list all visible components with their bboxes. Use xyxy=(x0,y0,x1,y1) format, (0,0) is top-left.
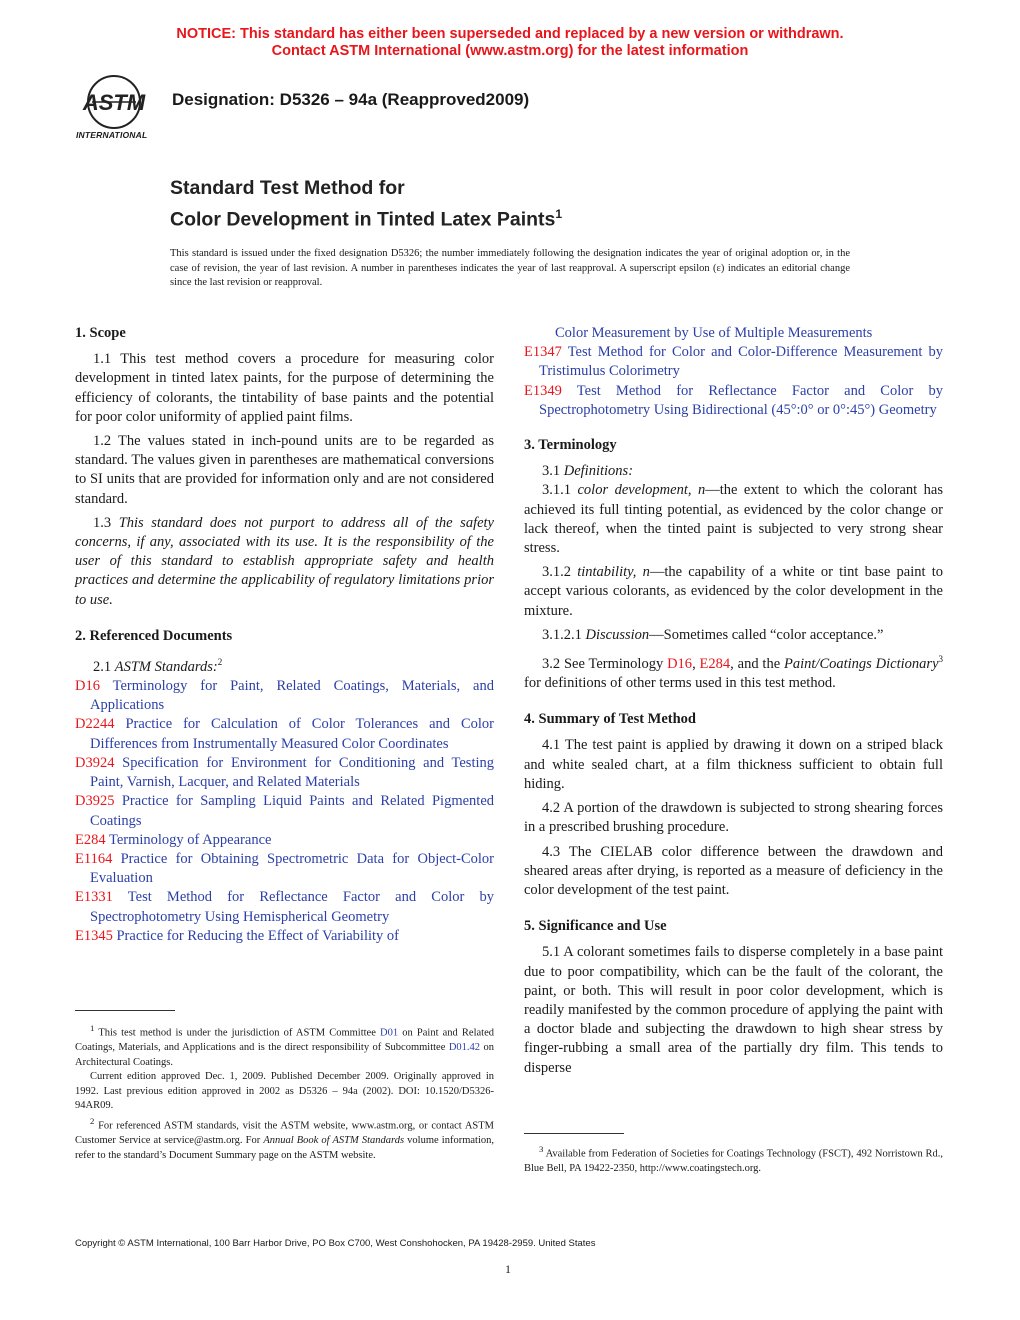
summary-4-3: 4.3 The CIELAB color difference between the drawdown and sheared areas after drying, is reported as a measure of deficiency in the color development of the test paint. xyxy=(524,843,943,898)
reference-title-link[interactable]: Terminology for Paint, Related Coatings, Materials, and Applications xyxy=(90,678,494,714)
reference-title-link[interactable]: Practice for Reducing the Effect of Variability of xyxy=(116,927,400,944)
reference-title-link[interactable]: Practice for Obtaining Spectrometric Data for Object-Color Evaluation xyxy=(90,850,494,887)
d01-42-link[interactable]: D01.42 xyxy=(448,1042,481,1054)
astm-logo xyxy=(74,72,164,142)
reference-item xyxy=(75,754,494,792)
logo-text: ASTM xyxy=(82,90,146,115)
footnote-rule-right xyxy=(524,1133,624,1134)
scope-1-3: 1.3 This standard does not purport to address all of the safety concerns, if any, associated with its use. It is the responsibility of the user of this standard to establish appropriate safety and health practices and determine the applicability of regulatory limitations prior to use. xyxy=(75,514,494,608)
significance-heading: 5. Significance and Use xyxy=(524,918,667,935)
footnote-1: $^1$ This test method is under the jurisdiction of ASTM Committee D01 on Paint and Related Coatings, Materials, and Applications and is the direct responsibility of Subcommittee D01.42 on Architectural Coatings. xyxy=(75,1023,494,1068)
term-3-2: 3.2 See Terminology D16, E284, and the Paint/Coatings Dictionary$^3$ for definitions of other terms used in this test method. xyxy=(524,654,944,692)
reference-title-link[interactable]: Practice for Sampling Liquid Paints and Related Pigmented Coatings xyxy=(90,793,495,829)
reference-title-link[interactable]: Specification for Environment for Conditioning and Testing Paint, Varnish, Lacquer, and Related Materials xyxy=(90,754,494,791)
footnote-rule xyxy=(75,1010,175,1011)
reference-title-link[interactable]: Terminology of Appearance xyxy=(108,831,272,848)
reference-title-link[interactable]: Practice for Calculation of Color Tolerances and Color Differences from Instrumentally Measured Color Coordinates xyxy=(90,716,495,752)
d01-link[interactable]: D01 xyxy=(380,1027,399,1039)
reference-code-link[interactable]: D3924 xyxy=(75,754,115,771)
reference-title-link[interactable]: Test Method for Color and Color-Difference Measurement by Tristimulus Colorimetry xyxy=(539,344,943,380)
notice-line-1: NOTICE: This standard has either been superseded and replaced by a new version or withdrawn. xyxy=(176,26,844,42)
document-title xyxy=(170,175,562,233)
reference-code-link[interactable]: E1349 xyxy=(524,382,562,399)
title-footnote-mark: 1 xyxy=(555,207,563,221)
copyright: Copyright © ASTM International, 100 Barr Harbor Drive, PO Box C700, West Conshohocken, PA 19428-2959. United States xyxy=(75,1238,596,1249)
reference-item xyxy=(75,831,494,850)
reference-code-link[interactable]: D3925 xyxy=(75,793,115,810)
left-column xyxy=(75,324,494,946)
term-3-1-2-1: 3.1.2.1 Discussion—Sometimes called “color acceptance.” xyxy=(542,626,884,643)
reference-item xyxy=(75,927,494,946)
reference-item xyxy=(524,343,943,381)
reference-code-link[interactable]: E1331 xyxy=(75,889,113,906)
notice-line-2: Contact ASTM International (www.astm.org) for the latest information xyxy=(271,43,749,59)
logo-subtitle: INTERNATIONAL xyxy=(76,130,148,140)
significance-5-1: 5.1 A colorant sometimes fails to disperse completely in a base paint due to poor compatibility, which can be the fault of the colorant, the paint, or both. This will result in poor color development, which is readily manifested by the common procedure of applying the paint with a doctor blade and subjecting the drawdown to high shear stress by finger-rubbing a small area of the partially dry film. This tends to disperse xyxy=(524,944,943,1076)
footnotes-right xyxy=(524,1142,943,1177)
terminology-heading: 3. Terminology xyxy=(524,437,617,454)
summary-4-2: 4.2 A portion of the drawdown is subjected to strong shearing forces in a prescribed brushing procedure. xyxy=(524,800,943,836)
reference-code-link[interactable]: D16 xyxy=(75,678,100,695)
reference-title-link[interactable]: Test Method for Reflectance Factor and Color by Spectrophotometry Using Hemispherical Geometry xyxy=(90,889,494,925)
reference-item xyxy=(524,382,943,420)
reference-item xyxy=(75,850,494,888)
reference-item xyxy=(75,792,494,830)
term-3-1-1: 3.1.1 color development, n—the extent to which the colorant has achieved its full tinting potential, as evidenced by the color change or lack thereof, when the tinted paint is subjected to very strong shear stress. xyxy=(524,482,943,557)
footnotes-left xyxy=(75,1021,494,1163)
scope-1-1: 1.1 This test method covers a procedure for measuring color development in tinted latex paints, for the purpose of determining the efficiency of colorants, the tintability of base paints and the potential for poor color uniformity of applied paint films. xyxy=(75,351,494,425)
page-number: 1 xyxy=(505,1262,511,1276)
designation: Designation: D5326 – 94a (Reapproved2009) xyxy=(172,90,530,109)
refdocs-heading: 2. Referenced Documents xyxy=(75,627,233,644)
scope-1-2: 1.2 The values stated in inch-pound units are to be regarded as standard. The values given in parentheses are mathematical conversions to SI units that are provided for information only and are not considered standard. xyxy=(75,433,494,507)
reference-list-continued xyxy=(524,343,943,420)
reference-code-link[interactable]: E284 xyxy=(75,831,106,848)
footnote-3: $^3$ Available from Federation of Societies for Coatings Technology (FSCT), 492 Norristown Rd., Blue Bell, PA 19422-2350, http://www.coatingstech.org. xyxy=(524,1144,943,1175)
right-column xyxy=(524,324,943,1078)
reference-code-link[interactable]: E1345 xyxy=(75,927,113,944)
title-line-1: Standard Test Method for xyxy=(170,177,405,199)
footnote-2: $^2$ For referenced ASTM standards, visit the ASTM website, www.astm.org, or contact ASTM Customer Service at service@astm.org. For Annual Book of ASTM Standards volume information, refer to the standard’s Document Summary page on the ASTM website. xyxy=(75,1116,494,1161)
reference-title-link[interactable]: Test Method for Reflectance Factor and Color by Spectrophotometry Using Bidirectional (45°:0° or 0°:45°) Geometry xyxy=(539,382,943,418)
summary-4-1: 4.1 The test paint is applied by drawing it down on a striped black and white sealed chart, at a film thickness sufficient to obtain full hiding. xyxy=(524,737,943,792)
footnote-1-edition: Current edition approved Dec. 1, 2009. Published December 2009. Originally approved in 1992. Last previous edition approved in 2002 as D5326 – 94a (2002). DOI: 10.1520/D5326-94AR09. xyxy=(75,1071,494,1112)
reference-continuation[interactable]: Color Measurement by Use of Multiple Measurements xyxy=(555,325,873,341)
term-3-1-2: 3.1.2 tintability, n—the capability of a white or tint base paint to accept various colorants, as evidenced by the color development in the mixture. xyxy=(524,564,943,619)
e284-link[interactable]: E284 xyxy=(699,655,731,672)
reference-code-link[interactable]: E1347 xyxy=(524,344,562,361)
reference-item xyxy=(75,677,494,715)
term-3-1: 3.1 Definitions: xyxy=(542,463,634,480)
withdrawal-notice xyxy=(0,26,1020,60)
reference-item xyxy=(75,888,494,926)
refdocs-intro: 2.1 ASTM Standards:$^2$ xyxy=(93,657,223,675)
reference-code-link[interactable]: E1164 xyxy=(75,850,113,867)
issue-note: This standard is issued under the fixed designation D5326; the number immediately following the designation indicates the year of original adoption or, in the case of revision, the year of last revision. A number in parentheses indicates the year of last reapproval. A superscript epsilon (ε) indicates an editorial change since the last revision or reapproval. xyxy=(170,248,850,289)
summary-heading: 4. Summary of Test Method xyxy=(524,711,696,728)
scope-heading: 1. Scope xyxy=(75,325,126,341)
reference-code-link[interactable]: D2244 xyxy=(75,716,115,733)
title-line-2: Color Development in Tinted Latex Paints$^1$ xyxy=(170,207,563,231)
reference-item xyxy=(75,715,494,753)
reference-list xyxy=(75,677,494,946)
d16-link[interactable]: D16 xyxy=(667,655,693,672)
